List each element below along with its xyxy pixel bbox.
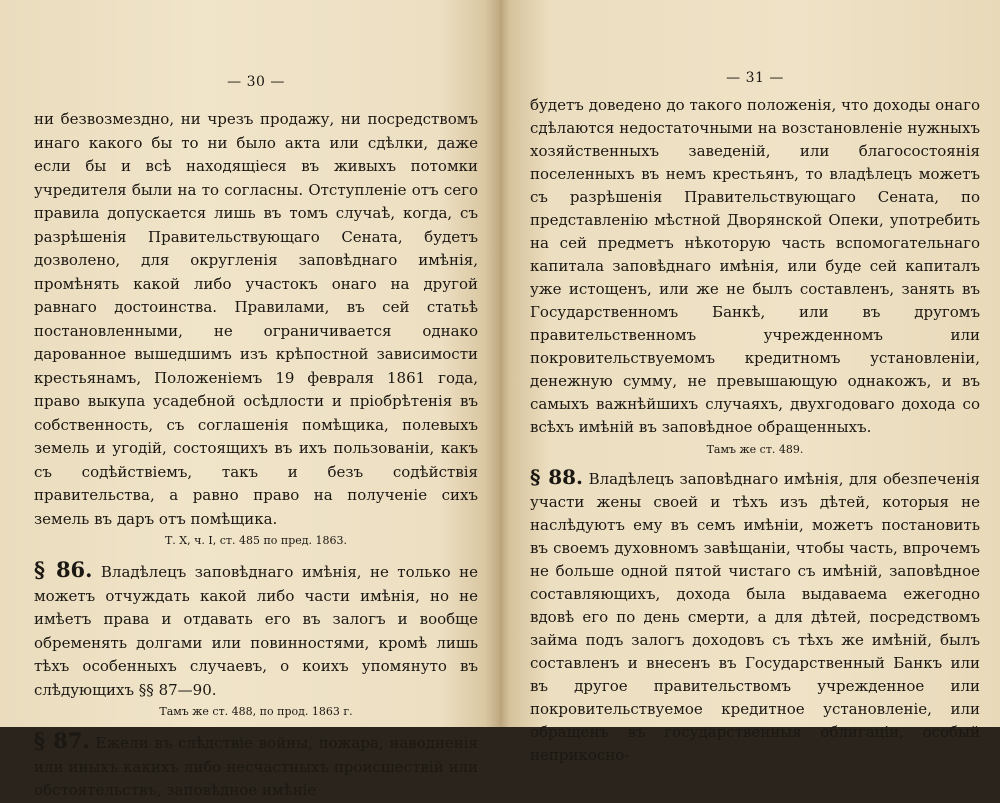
paragraph: будетъ доведено до такого положенія, что доходы онаго сдѣлаются недостаточными на возстановленіе нужныхъ хозяйственныхъ заведеній, или благосостоянія поселенныхъ въ немъ крестьянъ, то владѣлецъ можетъ съ разрѣшенія Правительствующаго Сената, по представленію мѣстной Дворянской Опеки, употребить на сей предметъ нѣкоторую часть вспомогательнаго капитала заповѣднаго имѣнія, или буде сей капиталъ уже истощенъ, или же не былъ составленъ, занять въ Государственномъ Банкѣ, или въ другомъ правительственномъ учрежденномъ или покровительствуемомъ кредитномъ установленіи, денежную сумму, не превышающую однакожъ, и въ самыхъ важнѣйшихъ случаяхъ, двухгодоваго дохода со всѣхъ имѣній въ заповѣдное обращенныхъ.	[530, 96, 980, 436]
citation: Тамъ же ст. 488, по прод. 1863 г.	[159, 705, 353, 718]
section-number: § 88.	[530, 465, 584, 489]
section-87	[34, 729, 478, 803]
paragraph: ни безвозмездно, ни чрезъ продажу, ни посредствомъ инаго какого бы то ни было акта или сдѣлки, даже если бы и всѣ находящіеся въ живыхъ потомки учредителя были на то согласны. Отступленіе отъ сего правила допускается лишь въ томъ случаѣ, когда, съ разрѣшенія Правительствующаго Сената, будетъ дозволено, для округленія заповѣднаго имѣнія, промѣнять какой либо участокъ онаго на другой равнаго достоинства. Правилами, въ сей статьѣ постановленными, не ограничивается однако дарованное вышедшимъ изъ крѣпостной зависимости крестьянамъ, Положеніемъ 19 февраля 1861 года, право выкупа усадебной осѣдлости и пріобрѣтенія въ собственность, съ соглашенія помѣщика, полевыхъ земель и угодій, состоящихъ въ ихъ пользованіи, какъ съ содѣйствіемъ, такъ и безъ содѣйствія правительства, а равно право на полученіе сихъ земель въ даръ отъ помѣщика.	[34, 110, 478, 528]
citation: Т. X, ч. I, ст. 485 по пред. 1863.	[164, 534, 348, 547]
right-page	[500, 0, 1000, 764]
page-number: — 30 —	[227, 74, 285, 90]
left-page	[0, 0, 500, 799]
section-text: Ежели въ слѣдствіе войны, пожара, наводненія или иныхъ какихъ либо несчастныхъ происшествій или обстоятельствъ, заповѣдное имѣніе	[34, 734, 478, 799]
section-88	[530, 466, 980, 767]
page-number: — 31 —	[726, 70, 784, 86]
section-86	[34, 558, 478, 702]
section-text: Владѣлецъ заповѣднаго имѣнія, для обезпеченія участи жены своей и тѣхъ изъ дѣтей, которыя не наслѣдуютъ ему въ семъ имѣніи, можетъ постановить въ своемъ духовномъ завѣщаніи, чтобы часть, впрочемъ не больше одной пятой чистаго съ имѣній, заповѣдное составляющихъ, дохода была выдаваема ежегодно вдовѣ его по день смерти, а для дѣтей, посредствомъ займа подъ залогъ доходовъ съ тѣхъ же имѣній, былъ составленъ и внесенъ въ Государственный Банкъ или въ другое правительствомъ учрежденное или покровительствуемое кредитное установленіе, или обращенъ въ государственныя облигаціи, особый неприкосно-	[530, 470, 980, 764]
section-number: § 87.	[34, 728, 90, 753]
section-text: Владѣлецъ заповѣднаго имѣнія, не только не можетъ отчуждать какой либо части имѣнія, но не имѣетъ права и отдавать его въ залогъ и вообще обременять долгами или повинностями, кромѣ лишь тѣхъ особенныхъ случаевъ, о коихъ упомянуто въ слѣдующихъ §§ 87—90.	[34, 563, 478, 699]
citation: Тамъ же ст. 489.	[706, 443, 804, 456]
section-number: § 86.	[34, 557, 93, 582]
